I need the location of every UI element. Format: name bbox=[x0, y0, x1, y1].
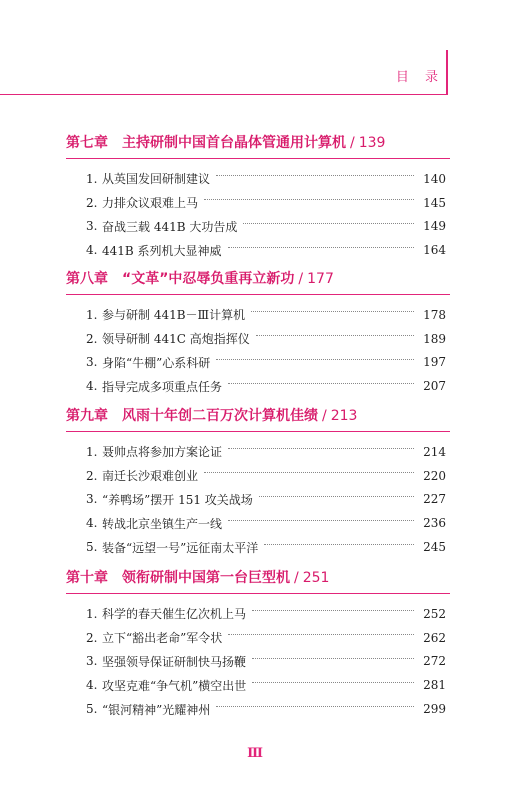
page-title: 目 录 bbox=[395, 69, 444, 85]
separator: / bbox=[298, 271, 304, 287]
chapter-page: 139 bbox=[358, 135, 386, 151]
dot-leader bbox=[228, 247, 414, 248]
toc-entry[interactable] bbox=[66, 535, 446, 559]
dot-leader bbox=[243, 223, 414, 224]
entry-title: 从英国发回研制建议 bbox=[102, 172, 211, 187]
chapter-title: 主持研制中国首台晶体管通用计算机 bbox=[122, 135, 346, 151]
toc-entry[interactable] bbox=[66, 673, 446, 697]
dot-leader bbox=[264, 544, 414, 545]
entry-title: 参与研制 441B－Ⅲ计算机 bbox=[102, 308, 246, 323]
toc-entry[interactable] bbox=[66, 374, 446, 398]
entry-page: 272 bbox=[423, 654, 446, 669]
entry-title: “养鸭场”摆开 151 攻关战场 bbox=[102, 492, 253, 507]
entry-index: 4. bbox=[86, 243, 98, 258]
toc-entry[interactable] bbox=[66, 303, 446, 327]
entry-page: 145 bbox=[423, 195, 446, 210]
entry-index: 3. bbox=[86, 355, 98, 370]
chapter-section bbox=[66, 132, 446, 262]
toc-entry[interactable] bbox=[66, 488, 446, 512]
chapter-section bbox=[66, 567, 446, 721]
chapter-title: 领衔研制中国第一台巨型机 bbox=[122, 570, 290, 586]
toc-entry[interactable] bbox=[66, 602, 446, 626]
entry-index: 4. bbox=[86, 379, 98, 394]
chapter-heading[interactable] bbox=[66, 268, 446, 290]
dot-leader bbox=[228, 520, 414, 521]
entry-index: 4. bbox=[86, 678, 98, 693]
entry-index: 1. bbox=[86, 444, 98, 459]
entry-title: 装备“远望一号”远征南太平洋 bbox=[102, 540, 259, 555]
dot-leader bbox=[252, 610, 414, 611]
entry-index: 4. bbox=[86, 516, 98, 531]
chapter-rule bbox=[66, 294, 450, 295]
entry-index: 2. bbox=[86, 331, 98, 346]
entry-page: 149 bbox=[423, 219, 446, 234]
entry-title: 领导研制 441C 高炮指挥仪 bbox=[102, 332, 250, 347]
header-rule bbox=[0, 94, 448, 95]
chapter-rule bbox=[66, 158, 450, 159]
chapter-title: “文革”中忍辱负重再立新功 bbox=[122, 271, 295, 287]
entry-title: 科学的春天催生亿次机上马 bbox=[102, 607, 247, 622]
separator: / bbox=[322, 408, 327, 424]
chapter-title: 风雨十年创二百万次计算机佳绩 bbox=[122, 408, 318, 424]
toc-entry[interactable] bbox=[66, 464, 446, 488]
chapter-number: 第七章 bbox=[66, 135, 108, 151]
chapter-section bbox=[66, 268, 446, 398]
dot-leader bbox=[251, 311, 414, 312]
entry-page: 140 bbox=[423, 171, 446, 186]
entry-page: 164 bbox=[423, 243, 446, 258]
entry-page: 220 bbox=[423, 468, 446, 483]
toc-entry[interactable] bbox=[66, 650, 446, 674]
entry-index: 2. bbox=[86, 468, 98, 483]
entry-title: 南迁长沙艰难创业 bbox=[102, 469, 199, 484]
chapter-number: 第十章 bbox=[66, 570, 108, 586]
chapter-heading[interactable] bbox=[66, 405, 446, 427]
entry-index: 3. bbox=[86, 492, 98, 507]
toc-entry[interactable] bbox=[66, 191, 446, 215]
chapter-heading[interactable] bbox=[66, 132, 446, 154]
chapter-page: 213 bbox=[330, 408, 358, 424]
chapter-number: 第九章 bbox=[66, 408, 108, 424]
chapter-heading[interactable] bbox=[66, 567, 446, 589]
entry-page: 189 bbox=[423, 331, 446, 346]
toc-entry[interactable] bbox=[66, 440, 446, 464]
separator: / bbox=[350, 135, 355, 151]
page-header bbox=[396, 64, 444, 86]
entry-index: 5. bbox=[86, 540, 98, 555]
chapter-rule bbox=[66, 431, 450, 432]
toc-entry[interactable] bbox=[66, 238, 446, 262]
chapter-section bbox=[66, 405, 446, 559]
dot-leader bbox=[204, 472, 414, 473]
dot-leader bbox=[252, 658, 414, 659]
dot-leader bbox=[204, 199, 414, 200]
toc-entry[interactable] bbox=[66, 626, 446, 650]
entry-page: 236 bbox=[423, 516, 446, 531]
entry-title: 聂帅点将参加方案论证 bbox=[102, 445, 223, 460]
entry-index: 2. bbox=[86, 630, 98, 645]
dot-leader bbox=[228, 634, 414, 635]
chapter-page: 251 bbox=[302, 570, 330, 586]
entry-index: 5. bbox=[86, 702, 98, 717]
entry-index: 1. bbox=[86, 307, 98, 322]
toc-entry[interactable] bbox=[66, 511, 446, 535]
dot-leader bbox=[216, 359, 414, 360]
entry-page: 281 bbox=[423, 678, 446, 693]
entry-title: 身陷“牛棚”心系科研 bbox=[102, 355, 211, 370]
entry-page: 299 bbox=[423, 702, 446, 717]
entry-title: 立下“豁出老命”军令状 bbox=[102, 631, 223, 646]
entry-page: 197 bbox=[423, 355, 446, 370]
entry-title: 转战北京坐镇生产一线 bbox=[102, 516, 223, 531]
dot-leader bbox=[252, 682, 414, 683]
entry-index: 1. bbox=[86, 606, 98, 621]
separator: / bbox=[294, 570, 299, 586]
dot-leader bbox=[228, 383, 414, 384]
entry-title: 攻坚克难“争气机”横空出世 bbox=[102, 678, 247, 693]
entry-index: 2. bbox=[86, 195, 98, 210]
toc-entry[interactable] bbox=[66, 697, 446, 721]
entry-page: 245 bbox=[423, 540, 446, 555]
dot-leader bbox=[256, 335, 414, 336]
dot-leader bbox=[216, 175, 414, 176]
entry-page: 178 bbox=[423, 307, 446, 322]
toc-entry[interactable] bbox=[66, 215, 446, 239]
entry-page: 262 bbox=[423, 630, 446, 645]
entry-index: 3. bbox=[86, 654, 98, 669]
entry-index: 3. bbox=[86, 219, 98, 234]
entry-title: “银河精神”光耀神州 bbox=[102, 702, 211, 717]
chapter-number: 第八章 bbox=[66, 271, 108, 287]
dot-leader bbox=[216, 706, 414, 707]
toc-entry[interactable] bbox=[66, 351, 446, 375]
page-number: Ⅲ bbox=[247, 746, 263, 761]
entry-page: 214 bbox=[423, 444, 446, 459]
entry-page: 227 bbox=[423, 492, 446, 507]
entry-title: 441B 系列机大显神威 bbox=[102, 243, 222, 258]
entry-page: 207 bbox=[423, 379, 446, 394]
entry-title: 指导完成多项重点任务 bbox=[102, 379, 223, 394]
dot-leader bbox=[228, 448, 414, 449]
entry-index: 1. bbox=[86, 171, 98, 186]
chapter-rule bbox=[66, 593, 450, 594]
header-accent-bar bbox=[446, 50, 448, 94]
chapter-page: 177 bbox=[307, 271, 334, 287]
toc-entry[interactable] bbox=[66, 327, 446, 351]
toc-entry[interactable] bbox=[66, 167, 446, 191]
entry-title: 奋战三载 441B 大功告成 bbox=[102, 219, 238, 234]
entry-title: 坚强领导保证研制快马扬鞭 bbox=[102, 654, 247, 669]
dot-leader bbox=[259, 496, 414, 497]
entry-title: 力排众议艰难上马 bbox=[102, 196, 199, 211]
entry-page: 252 bbox=[423, 606, 446, 621]
